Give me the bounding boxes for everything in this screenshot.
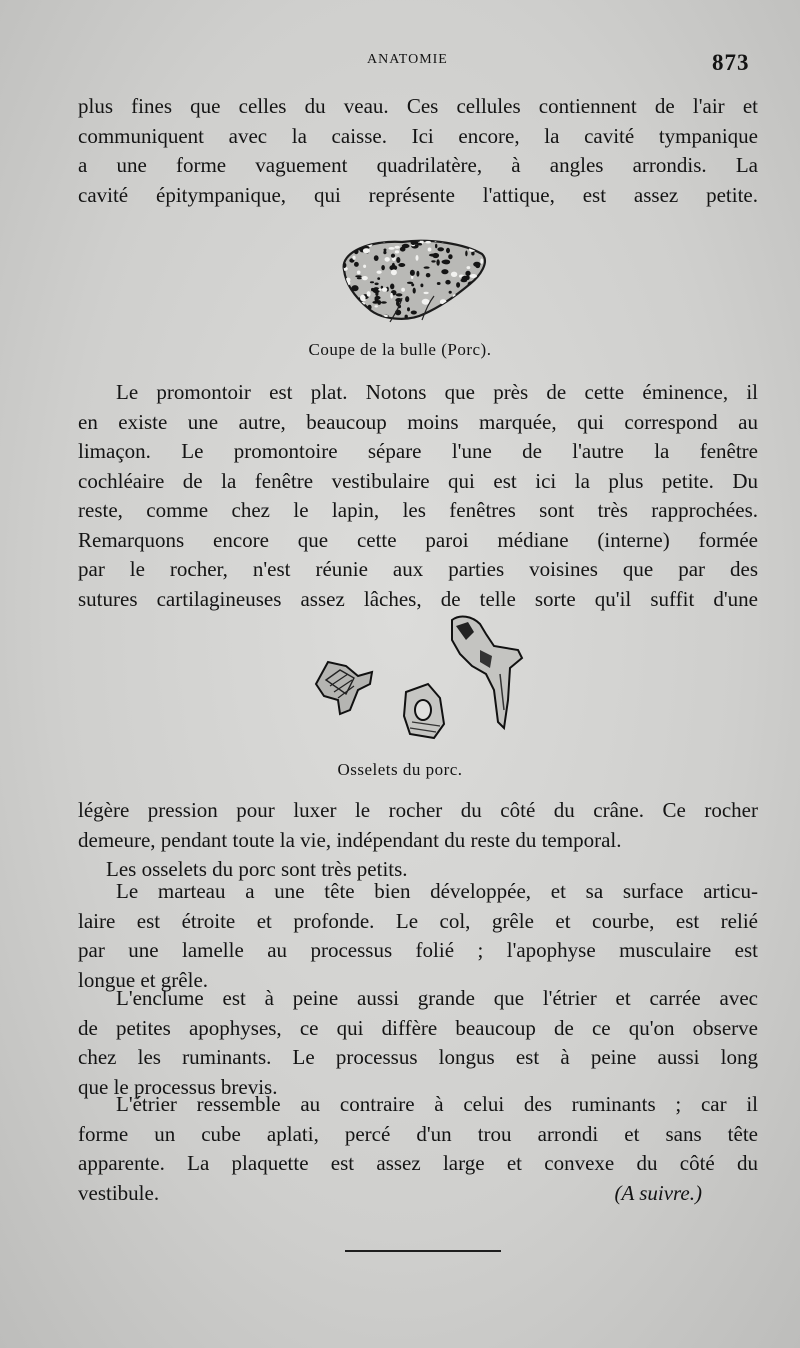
- bulla-cell: [471, 240, 478, 246]
- running-head: [0, 50, 800, 80]
- bulla-cell: [446, 248, 450, 253]
- text-line: cavité épitympanique, qui représente l'attique, est assez petite.: [78, 182, 758, 207]
- bulla-cell: [417, 243, 422, 246]
- paragraph-promontoir: [78, 378, 758, 614]
- text-line: Le promontoir est plat. Notons que près de cette éminence, il: [116, 380, 758, 404]
- text-line: légère pression pour luxer le rocher du côté du crâne. Ce rocher: [78, 798, 758, 822]
- bulla-cell: [426, 273, 431, 277]
- bulla-cell: [435, 244, 437, 249]
- paragraph-etrier: [78, 1090, 758, 1208]
- bulla-cell: [445, 280, 450, 285]
- bulla-cell: [385, 257, 390, 262]
- text-line: que le processus brevis.: [78, 1074, 278, 1099]
- bulla-cell: [474, 246, 478, 248]
- bulla-cell: [354, 244, 357, 247]
- bulla-cell: [400, 247, 406, 252]
- text-line: Remarquons encore que cette paroi médiane (interne) formée: [78, 527, 758, 552]
- bulla-cell: [357, 277, 362, 279]
- bulla-cell: [473, 262, 480, 267]
- ossicles-figure: [310, 610, 530, 745]
- bulla-cell: [429, 254, 437, 257]
- bulla-cell: [467, 291, 471, 296]
- running-title: ANATOMIE: [367, 52, 448, 67]
- bulla-cell: [448, 254, 452, 259]
- bulla-cell: [466, 273, 469, 275]
- text-line: reste, comme chez le lapin, les fenêtres sont très rapprochées.: [78, 498, 758, 522]
- bulla-cell: [350, 297, 355, 301]
- text-line: laire est étroite et profonde. Le col, grêle et courbe, est relié: [78, 908, 758, 933]
- bulla-cell: [437, 247, 444, 251]
- bulla-cell: [378, 289, 381, 291]
- bulla-cell: [441, 269, 448, 274]
- bulla-cell: [465, 251, 467, 257]
- bulla-cell: [363, 315, 366, 321]
- text-line: plus fines que celles du veau. Ces cellules contiennent de l'air et: [78, 94, 758, 118]
- bulla-cell: [479, 288, 483, 291]
- bulla-cell: [374, 255, 379, 261]
- figure-caption-ossicles: Osselets du porc.: [337, 760, 463, 779]
- text-line: communiquent avec la caisse. Ici encore, la cavité tympanique: [78, 123, 758, 148]
- bulla-cell: [401, 288, 405, 292]
- bulla-cell: [389, 247, 395, 250]
- text-line: par le rocher, n'est réunie aux parties voisines que par des: [78, 557, 758, 581]
- text-line: sutures cartilagineuses assez lâches, de telle sorte qu'il suffit d'une: [78, 586, 758, 611]
- bulla-cell: [433, 313, 436, 318]
- bulla-cell: [413, 288, 416, 294]
- text-line: apparente. La plaquette est assez large et convexe du côté du: [78, 1151, 758, 1175]
- bulla-cell: [395, 246, 400, 249]
- bulla-cell: [451, 272, 457, 277]
- bulla-cell: [480, 259, 483, 264]
- paragraph-rocher: [78, 796, 758, 855]
- bulla-cell: [453, 299, 460, 304]
- bulla-cell: [354, 262, 359, 267]
- figure-caption-bulla: Coupe de la bulle (Porc).: [308, 340, 492, 359]
- bulla-cell: [367, 291, 371, 297]
- bulla-cell: [462, 276, 469, 281]
- bulla-cell: [391, 269, 397, 275]
- end-rule: [345, 1250, 501, 1252]
- incus-drawing: [316, 662, 372, 714]
- bulla-cell: [416, 255, 419, 261]
- bulla-cell: [375, 283, 379, 286]
- bulla-cell: [355, 275, 362, 277]
- bulla-cell: [405, 296, 409, 302]
- bulla-cell: [475, 302, 483, 305]
- bulla-cell: [458, 298, 464, 303]
- bulla-cell: [372, 301, 378, 304]
- bulla-cell: [460, 297, 466, 303]
- bulla-cell: [467, 266, 471, 269]
- text-line: L'étrier ressemble au contraire à celui des ruminants ; car il: [116, 1092, 758, 1116]
- bulla-cell: [390, 293, 393, 299]
- bulla-cell: [358, 240, 365, 242]
- text-line: cochléaire de la fenêtre vestibulaire qui est ici la plus petite. Du: [78, 468, 758, 493]
- text-line: par une lamelle au processus folié ; l'apophyse musculaire est: [78, 938, 758, 962]
- bulla-cell: [398, 263, 405, 267]
- bulla-cell: [437, 282, 441, 285]
- bulla-cell: [425, 241, 431, 244]
- bulla-cell: [363, 265, 366, 268]
- bulla-cell: [416, 271, 419, 277]
- bulla-cell: [395, 250, 399, 253]
- bulla-cell: [362, 276, 368, 280]
- bulla-cell: [411, 283, 414, 286]
- bulla-cell: [453, 317, 456, 321]
- bulla-cell: [370, 281, 374, 283]
- text-line: [78, 1179, 758, 1209]
- paragraph-bulle-cells: [78, 92, 758, 210]
- text-line: chez les ruminants. Le processus longus est à peine aussi long: [78, 1045, 758, 1069]
- text-line: L'enclume est à peine aussi grande que l'étrier et carrée avec: [116, 986, 758, 1010]
- text-line: en existe une autre, beaucoup moins marquée, qui correspond au: [78, 409, 758, 434]
- bulla-cell: [357, 271, 361, 275]
- bulla-cell: [464, 303, 469, 308]
- bulla-cell: [411, 311, 417, 315]
- bulla-section-figure: [330, 232, 492, 326]
- bulla-cell: [471, 251, 474, 255]
- bulla-cell: [361, 299, 365, 301]
- bulla-cell: [396, 257, 400, 263]
- bulla-cell: [460, 308, 467, 313]
- bulla-cell: [424, 266, 430, 268]
- bulla-cell: [437, 312, 440, 317]
- text-line: longue et grêle.: [78, 967, 209, 992]
- text-line: a une forme vaguement quadrilatère, à angles arrondis. La: [78, 153, 758, 177]
- bulla-cell: [351, 285, 358, 291]
- bulla-cell: [381, 265, 385, 270]
- bulla-cell: [405, 315, 408, 319]
- text-line: demeure, pendant toute la vie, indépendant du reste du temporal.: [78, 827, 622, 852]
- bulla-cell: [407, 282, 413, 284]
- last-line-text: vestibule.: [78, 1180, 160, 1205]
- bulla-cell: [377, 271, 382, 274]
- bulla-cell: [381, 301, 387, 303]
- bulla-cell: [422, 299, 430, 305]
- bulla-cell: [354, 241, 359, 246]
- bulla-cell: [420, 284, 423, 288]
- bulla-cell: [383, 251, 386, 254]
- text-line: Le marteau a une tête bien développée, et sa surface articu-: [116, 879, 758, 903]
- bulla-cell: [477, 238, 482, 242]
- bulla-cell: [390, 284, 394, 290]
- text-line: forme un cube aplati, percé d'un trou arrondi et sans tête: [78, 1121, 758, 1146]
- text-line: Les osselets du porc sont très petits.: [106, 857, 408, 881]
- paragraph-enclume: [78, 984, 758, 1102]
- bulla-cell: [480, 238, 483, 243]
- bulla-cell: [344, 248, 348, 252]
- bulla-cell: [375, 296, 381, 300]
- stapes-drawing: [404, 684, 444, 738]
- bulla-cell: [348, 300, 353, 303]
- bulla-cell: [483, 240, 486, 243]
- bulla-cell: [371, 288, 374, 291]
- bulla-cell: [449, 291, 452, 294]
- bulla-cell: [382, 288, 387, 292]
- bulla-cell: [363, 248, 370, 253]
- bulla-cell: [428, 248, 432, 252]
- bulla-cell: [375, 305, 378, 307]
- text-line: limaçon. Le promontoire sépare l'une de l'autre la fenêtre: [78, 439, 758, 463]
- bulla-cell: [431, 260, 435, 262]
- bulla-cell: [364, 239, 370, 241]
- bulla-cell: [470, 274, 477, 278]
- bulla-cell: [440, 299, 447, 304]
- bulla-cell: [476, 312, 483, 317]
- bulla-cell: [410, 270, 415, 276]
- bulla-cell: [424, 292, 429, 294]
- bulla-cell: [466, 296, 469, 300]
- bulla-cell: [465, 291, 471, 297]
- bulla-cell: [442, 260, 450, 264]
- bulla-cell: [391, 254, 395, 258]
- bulla-cell: [440, 315, 446, 318]
- bulla-cell: [436, 312, 439, 315]
- bulla-cell: [407, 307, 410, 311]
- bulla-cell: [396, 293, 403, 296]
- bulla-cell: [474, 303, 479, 305]
- bulla-cell: [481, 290, 484, 295]
- bulla-cell: [377, 277, 380, 280]
- malleus-drawing: [452, 617, 522, 728]
- text-line: de petites apophyses, ce qui diffère beaucoup de ce qu'on observe: [78, 1015, 758, 1040]
- bulla-cell: [436, 259, 439, 265]
- continuation-note: (A suivre.): [614, 1180, 702, 1205]
- page-number: 873: [712, 50, 750, 75]
- bulla-cell: [352, 256, 355, 260]
- bulla-cell: [456, 282, 460, 288]
- paragraph-marteau: [78, 877, 758, 995]
